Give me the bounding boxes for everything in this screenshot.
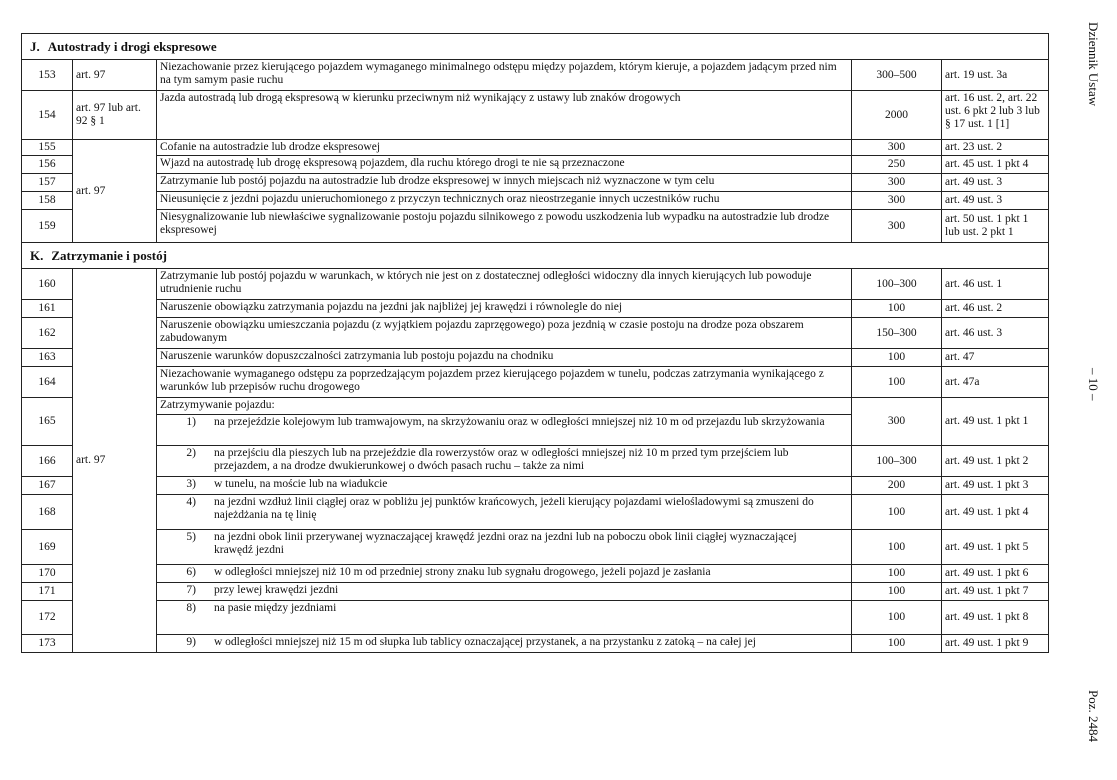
item-text: w odległości mniejszej niż 10 m od przedniej strony znaku lub sygnału drogowego, jeżeli pojazd je zasłania <box>214 566 711 578</box>
fine-amount: 100 <box>852 495 942 530</box>
description-cell: Naruszenie warunków dopuszczalności zatrzymania lub postoju pojazdu na chodniku <box>157 349 852 367</box>
table-row <box>22 91 1049 140</box>
legal-reference: art. 49 ust. 1 pkt 5 <box>942 530 1049 565</box>
fine-amount: 300 <box>852 192 942 210</box>
row-number: 155 <box>22 140 73 156</box>
row-number: 173 <box>22 635 73 653</box>
row-number: 154 <box>22 91 73 140</box>
legal-reference: art. 49 ust. 1 pkt 8 <box>942 601 1049 635</box>
list-item <box>157 495 852 530</box>
legal-reference: art. 46 ust. 1 <box>942 269 1049 300</box>
list-item <box>157 446 852 477</box>
fine-amount: 100–300 <box>852 269 942 300</box>
description-cell: Niesygnalizowanie lub niewłaściwe sygnalizowanie postoju pojazdu silnikowego z powodu uszkodzenia lub wypadku na autostradzie lub drodze ekspresowej <box>157 210 852 243</box>
row-number: 171 <box>22 583 73 601</box>
table-row <box>22 174 1049 192</box>
article-cell: art. 97 lub art. 92 § 1 <box>73 91 157 140</box>
section-letter: J. <box>30 39 40 54</box>
table-row <box>22 446 1049 477</box>
item-marker: 1) <box>186 416 196 428</box>
description-cell: Cofanie na autostradzie lub drodze ekspresowej <box>157 140 852 156</box>
table-row <box>22 635 1049 653</box>
fine-amount: 100–300 <box>852 446 942 477</box>
table-row <box>22 60 1049 91</box>
list-item <box>157 530 852 565</box>
legal-reference: art. 16 ust. 2, art. 22 ust. 6 pkt 2 lub 3 lub § 17 ust. 1 [1] <box>942 91 1049 140</box>
description-cell: Niezachowanie przez kierującego pojazdem wymaganego minimalnego odstępu między pojazdem, którym kieruje, a pojazdem jadącym przed nim na tym samym pasie ruchu <box>157 60 852 91</box>
legal-reference: art. 47 <box>942 349 1049 367</box>
row-number: 156 <box>22 156 73 174</box>
legal-reference: art. 49 ust. 1 pkt 9 <box>942 635 1049 653</box>
legal-reference: art. 49 ust. 3 <box>942 192 1049 210</box>
fine-amount: 100 <box>852 635 942 653</box>
row-number: 160 <box>22 269 73 300</box>
table-row <box>22 495 1049 530</box>
row-number: 169 <box>22 530 73 565</box>
fine-amount: 100 <box>852 300 942 318</box>
item-marker: 9) <box>186 636 196 648</box>
description-cell: Jazda autostradą lub drogą ekspresową w kierunku przeciwnym niż wynikający z ustawy lub znaków drogowych <box>157 91 852 140</box>
item-marker: 5) <box>186 531 196 543</box>
section-letter: K. <box>30 248 44 263</box>
article-cell: art. 97 <box>73 60 157 91</box>
article-cell: art. 97 <box>73 269 157 653</box>
position-number: Poz. 2484 <box>1086 690 1101 742</box>
table-row <box>22 477 1049 495</box>
fine-amount: 300 <box>852 398 942 446</box>
legal-reference: art. 49 ust. 3 <box>942 174 1049 192</box>
journal-title: Dziennik Ustaw <box>1086 22 1101 107</box>
section-title: Zatrzymanie i postój <box>51 248 167 263</box>
row-number: 163 <box>22 349 73 367</box>
table-row <box>22 601 1049 635</box>
legal-reference: art. 46 ust. 3 <box>942 318 1049 349</box>
item-text: na przejeździe kolejowym lub tramwajowym, na skrzyżowaniu oraz w odległości mniejszej niż 10 m od przejazdu lub skrzyżowania <box>214 416 825 428</box>
fine-table-page <box>21 33 1048 653</box>
item-text: na pasie między jezdniami <box>214 602 337 614</box>
item-text: w odległości mniejszej niż 15 m od słupka lub tablicy oznaczającej przystanek, a na przystanku z zatoką – na całej jej <box>214 636 756 648</box>
list-item <box>157 583 852 601</box>
item-text: na jezdni wzdłuż linii ciągłej oraz w pobliżu jej punktów krańcowych, jeżeli kierujący pojazdami wielośladowymi są zmuszeni do najeżdżania na tę linię <box>214 496 814 521</box>
list-item <box>157 565 852 583</box>
legal-reference: art. 49 ust. 1 pkt 7 <box>942 583 1049 601</box>
list-item <box>157 415 852 446</box>
item-marker: 6) <box>186 566 196 578</box>
row-number: 159 <box>22 210 73 243</box>
row-number: 170 <box>22 565 73 583</box>
legal-reference: art. 45 ust. 1 pkt 4 <box>942 156 1049 174</box>
list-item <box>157 477 852 495</box>
legal-reference: art. 50 ust. 1 pkt 1 lub ust. 2 pkt 1 <box>942 210 1049 243</box>
fine-amount: 100 <box>852 583 942 601</box>
table-row <box>22 269 1049 300</box>
item-marker: 3) <box>186 478 196 490</box>
table-row <box>22 210 1049 243</box>
row-number: 162 <box>22 318 73 349</box>
row-number: 157 <box>22 174 73 192</box>
section-header <box>22 34 1049 60</box>
fine-amount: 300 <box>852 140 942 156</box>
legal-reference: art. 49 ust. 1 pkt 6 <box>942 565 1049 583</box>
legal-reference: art. 23 ust. 2 <box>942 140 1049 156</box>
fine-amount: 100 <box>852 530 942 565</box>
item-marker: 7) <box>186 584 196 596</box>
page-margin-header <box>1085 0 1111 780</box>
list-item <box>157 601 852 635</box>
description-cell: Nieusunięcie z jezdni pojazdu unieruchomionego z przyczyn technicznych oraz nieostrzeganie innych uczestników ruchu <box>157 192 852 210</box>
row-number: 167 <box>22 477 73 495</box>
fine-amount: 100 <box>852 367 942 398</box>
table-row <box>22 367 1049 398</box>
item-marker: 8) <box>186 602 196 614</box>
fine-amount: 100 <box>852 349 942 367</box>
page-number: – 10 – <box>1086 368 1101 401</box>
legal-reference: art. 46 ust. 2 <box>942 300 1049 318</box>
section-title: Autostrady i drogi ekspresowe <box>47 39 217 54</box>
table-row <box>22 300 1049 318</box>
table-row <box>22 318 1049 349</box>
item-text: przy lewej krawędzi jezdni <box>214 584 339 596</box>
group-heading: Zatrzymywanie pojazdu: <box>157 398 852 415</box>
fine-amount: 300 <box>852 174 942 192</box>
table-row <box>22 156 1049 174</box>
table-row <box>22 192 1049 210</box>
description-cell: Zatrzymanie lub postój pojazdu na autostradzie lub drodze ekspresowej w innych miejscach niż wyznaczone w tym celu <box>157 174 852 192</box>
row-number: 153 <box>22 60 73 91</box>
fine-amount: 100 <box>852 565 942 583</box>
table-row <box>22 583 1049 601</box>
item-text: na jezdni obok linii przerywanej wyznaczającej krawędź jezdni oraz na jezdni lub na poboczu obok linii ciągłej wyznaczającej krawędź jezdni <box>214 531 797 556</box>
legal-reference: art. 49 ust. 1 pkt 4 <box>942 495 1049 530</box>
description-cell: Zatrzymanie lub postój pojazdu w warunkach, w których nie jest on z dostatecznej odległości widoczny dla innych kierujących lub powoduje utrudnienie ruchu <box>157 269 852 300</box>
section-header <box>22 243 1049 269</box>
row-number: 165 <box>22 398 73 446</box>
fine-amount: 100 <box>852 601 942 635</box>
table-row <box>22 349 1049 367</box>
fine-table <box>21 33 1049 653</box>
fine-amount: 300–500 <box>852 60 942 91</box>
item-text: na przejściu dla pieszych lub na przejeździe dla rowerzystów oraz w odległości mniejszej niż 10 m przed tym przejściem lub przejazdem, a na drodze dwukierunkowej o dwóch pasach ruchu – także za nimi <box>214 447 789 472</box>
description-cell: Wjazd na autostradę lub drogę ekspresową pojazdem, dla ruchu którego drogi te nie są przeznaczone <box>157 156 852 174</box>
fine-amount: 2000 <box>852 91 942 140</box>
fine-amount: 300 <box>852 210 942 243</box>
table-row <box>22 140 1049 156</box>
row-number: 158 <box>22 192 73 210</box>
legal-reference: art. 47a <box>942 367 1049 398</box>
fine-amount: 200 <box>852 477 942 495</box>
table-row <box>22 565 1049 583</box>
item-text: w tunelu, na moście lub na wiadukcie <box>214 478 388 490</box>
list-item <box>157 635 852 653</box>
row-number: 172 <box>22 601 73 635</box>
description-cell: Niezachowanie wymaganego odstępu za poprzedzającym pojazdem przez kierującego pojazdem w tunelu, podczas zatrzymania wynikającego z warunków lub przepisów ruchu drogowego <box>157 367 852 398</box>
row-number: 161 <box>22 300 73 318</box>
legal-reference: art. 49 ust. 1 pkt 2 <box>942 446 1049 477</box>
item-marker: 4) <box>186 496 196 508</box>
fine-amount: 250 <box>852 156 942 174</box>
row-number: 166 <box>22 446 73 477</box>
row-number: 168 <box>22 495 73 530</box>
description-cell: Naruszenie obowiązku umieszczania pojazdu (z wyjątkiem pojazdu zaprzęgowego) poza jezdnią w czasie postoju na drodze poza obszarem zabudowanym <box>157 318 852 349</box>
row-number: 164 <box>22 367 73 398</box>
table-row <box>22 530 1049 565</box>
legal-reference: art. 19 ust. 3a <box>942 60 1049 91</box>
fine-amount: 150–300 <box>852 318 942 349</box>
table-row <box>22 398 1049 415</box>
legal-reference: art. 49 ust. 1 pkt 1 <box>942 398 1049 446</box>
article-cell: art. 97 <box>73 140 157 243</box>
legal-reference: art. 49 ust. 1 pkt 3 <box>942 477 1049 495</box>
description-cell: Naruszenie obowiązku zatrzymania pojazdu na jezdni jak najbliżej jej krawędzi i równolegle do niej <box>157 300 852 318</box>
item-marker: 2) <box>186 447 196 459</box>
